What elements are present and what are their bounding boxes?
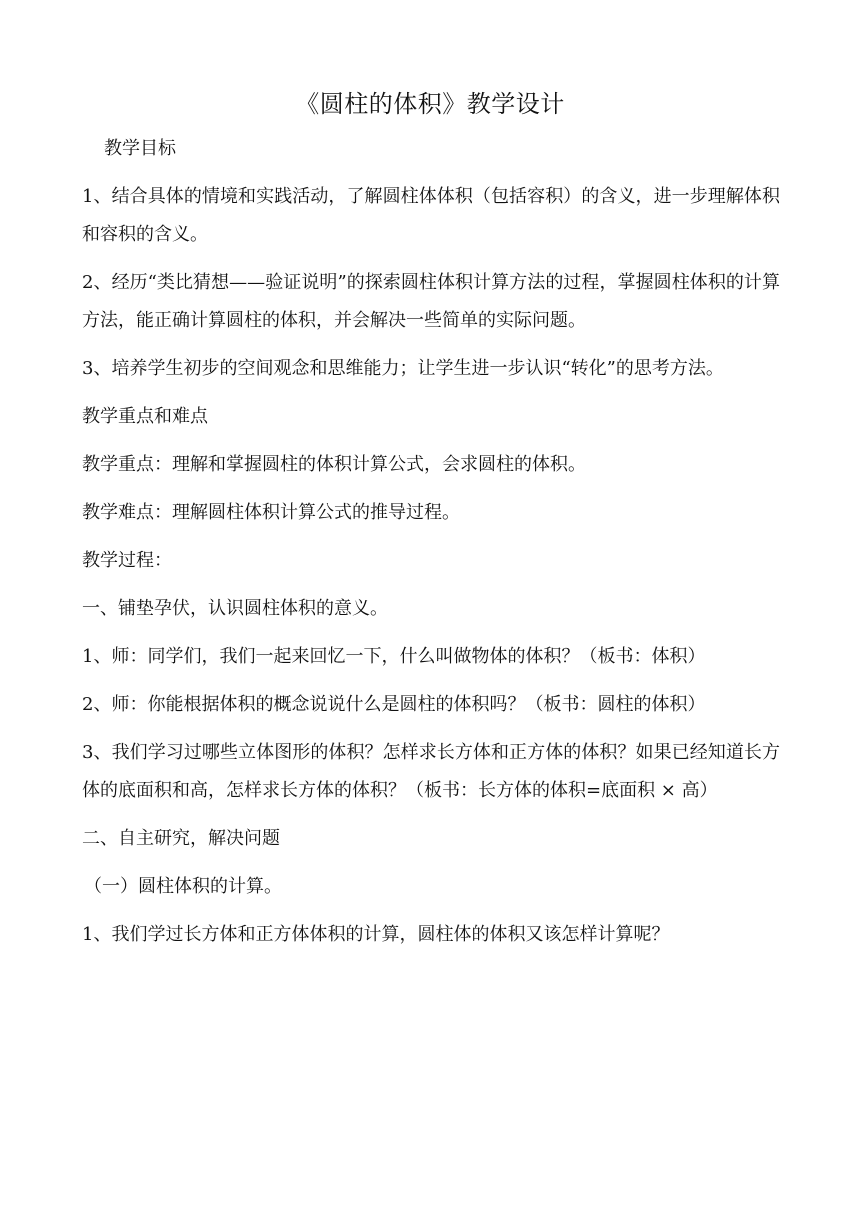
document-title: 《圆柱的体积》教学设计: [295, 90, 565, 118]
paragraph-objective-3: 3、培养学生初步的空间观念和思维能力；让学生进一步认识“转化”的思考方法。: [82, 358, 724, 379]
paragraph-objective-1: 1、结合具体的情境和实践活动，了解圆柱体体积（包括容积）的含义，进一步理解体积和容积的含义。: [82, 186, 780, 245]
paragraph-process-item-1: 1、师：同学们，我们一起来回忆一下，什么叫做物体的体积？（板书：体积）: [82, 646, 706, 667]
section-heading-objectives: 教学目标: [104, 138, 176, 159]
paragraph-subsection-1: （一）圆柱体积的计算。: [84, 876, 282, 897]
section-heading-key-points: 教学重点和难点: [82, 406, 208, 427]
paragraph-process-item-2: 2、师：你能根据体积的概念说说什么是圆柱的体积吗？（板书：圆柱的体积）: [82, 694, 706, 715]
paragraph-process-part-2: 二、自主研究，解决问题: [82, 828, 280, 849]
paragraph-subsection-item-1: 1、我们学过长方体和正方体体积的计算，圆柱体的体积又该怎样计算呢？: [82, 924, 670, 945]
paragraph-process-item-3: 3、我们学习过哪些立体图形的体积？怎样求长方体和正方体的体积？如果已经知道长方体的底面积和高，怎样求长方体的体积？（板书：长方体的体积=底面积 × 高）: [82, 742, 780, 801]
paragraph-difficult-point: 教学难点：理解圆柱体积计算公式的推导过程。: [82, 502, 460, 523]
paragraph-key-point: 教学重点：理解和掌握圆柱的体积计算公式，会求圆柱的体积。: [82, 454, 586, 475]
section-heading-process: 教学过程：: [82, 550, 172, 571]
paragraph-process-part-1: 一、铺垫孕伏，认识圆柱体积的意义。: [82, 598, 388, 619]
paragraph-objective-2: 2、经历“类比猜想——验证说明”的探索圆柱体积计算方法的过程，掌握圆柱体积的计算方法，能正确计算圆柱的体积，并会解决一些简单的实际问题。: [82, 272, 780, 331]
document-body: [82, 130, 780, 964]
